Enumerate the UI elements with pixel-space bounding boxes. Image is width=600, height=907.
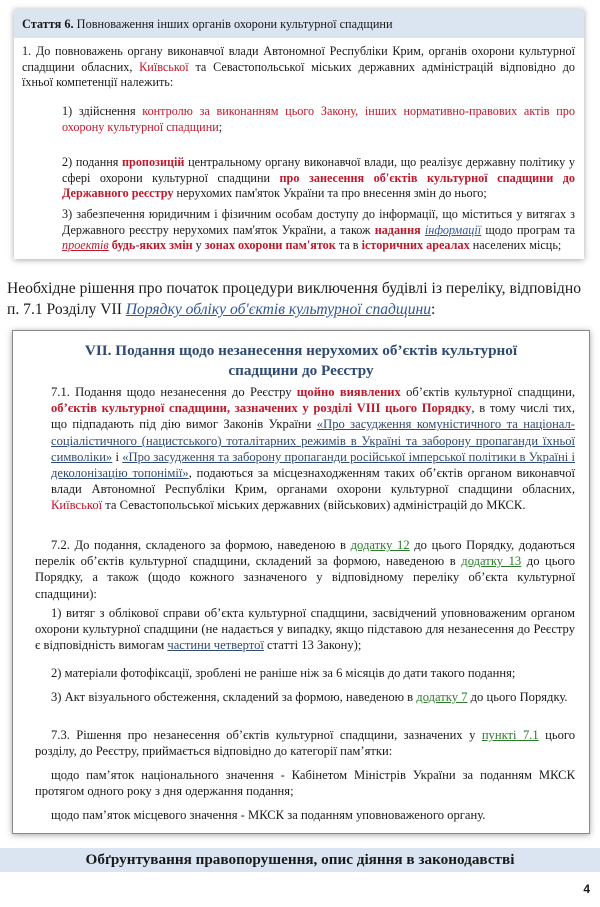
annex-7-link[interactable]: додатку 7 [416, 690, 468, 704]
page-number: 4 [583, 882, 590, 896]
section-vii-excerpt [12, 330, 590, 834]
article-header-bar [14, 9, 584, 38]
law-link-communist[interactable]: «Про засудження комуністичного та націонал-соціалістичного (нацистського) тоталітарних режимів в Україні та заборону пропаганди їхньої символіки» [51, 417, 575, 464]
link-information[interactable]: інформації [424, 222, 482, 237]
paragraph-7-1: 7.1. Подання щодо незанесення до Реєстру щойно виявлених об’єктів культурної спадщини, об’єктів культурної спадщини, зазначених у розділі VIII цього Порядку, в тому числі тих, що підпадають під дію вимог Законів України «Про засудження комуністичного та націонал-соціалістичного (нацистського) тоталітарних режимів в Україні та заборону пропаганди їхньої символіки» і «Про засудження та заборону пропаганди російської імперської політики в Україні і деколонізацію топонімії», подаються за місцезнаходженням таких об’єктів органом виконавчої влади Автономної Республіки Крим, органами охорони культурної спадщини обласних, Київської та Севастопольської міських державних (військових) адміністрацій до МКСК. [51, 385, 576, 513]
paragraph-7-2-item-3: 3) Акт візуального обстеження, складений за формою, наведеною в додатку 7 до цього Порядку. [51, 690, 568, 704]
paragraph-7-2: 7.2. До подання, складеного за формою, наведеною в додатку 12 до цього Порядку, додаються перелік об’єктів культурної спадщини, складений за формою, наведеною в додатку 13 до цього Порядку, а також (щодо кожного зазначеного у відповідному переліку об’єкта культурної спадщини): [35, 538, 575, 601]
annex-12-link[interactable]: додатку 12 [350, 538, 410, 552]
article-6-excerpt [14, 9, 584, 259]
section-heading-bar [0, 848, 600, 872]
article-item-1: 1) здійснення контролю за виконанням цього Закону, інших нормативно-правових актів про охорону культурної спадщини; [62, 104, 575, 134]
paragraph-7-3-local: щодо пам’яток місцевого значення - МКСК за поданням уповноваженого органу. [51, 808, 486, 822]
paragraph-7-3-national: щодо пам’яток національного значення - Кабінетом Міністрів України за поданням МКСК протягом одного року з дня одержання подання; [35, 768, 575, 799]
paragraph-7-2-item-1: 1) витяг з облікової справи об’єкта культурної спадщини, засвідчений уповноваженим органом охорони культурної спадщини (не надається у випадку, якщо підставою для незанесення до Реєстру є відповідність вимогам частини четвертої статті 13 Закону); [35, 606, 575, 653]
paragraph-7-3: 7.3. Рішення про незанесення об’єктів культурної спадщини, зазначених у пункті 7.1 цього розділу, до Реєстру, приймається відповідно до категорії пам’ятки: [35, 728, 576, 759]
article-item-3: 3) забезпечення юридичним і фізичним особам доступу до інформації, що міститься у витягах з Державного реєстру нерухомих пам'яток України, а також надання інформації щодо програм та проектів будь-яких змін у зонах охорони пам'яток та в історичних ареалах населених місць; [62, 207, 575, 252]
required-decision-paragraph: Необхідне рішення про початок процедури виключення будівлі із переліку, відповідно п. 7.1 Розділу VII Порядку обліку об'єктів культурної спадщини: [7, 280, 581, 318]
paragraph-7-2-item-2: 2) матеріали фотофіксації, зроблені не раніше ніж за 6 місяців до дати такого подання; [51, 666, 516, 680]
procedure-link[interactable]: Порядку обліку об'єктів культурної спадщини [125, 301, 432, 318]
point-7-1-link[interactable]: пункті 7.1 [481, 728, 539, 742]
link-projects[interactable]: проектів [62, 238, 109, 252]
article-item-2: 2) подання пропозицій центральному органу виконавчої влади, що реалізує державну політику у сфері охорони культурної спадщини про занесення об'єктів культурної спадщини до Державного реєстру нерухомих пам'яток України та про внесення змін до нього; [62, 155, 576, 200]
article-intro: 1. До повноважень органу виконавчої влади Автономної Республіки Крим, органів охорони культурної спадщини обласних, Київської та Севастопольської міських державних адміністрацій відповідно до їхньої компетенції належить: [22, 44, 575, 89]
law-link-decolonization[interactable]: «Про засудження та заборону пропаганди російської імперської політики в Україні і деколонізацію топонімії» [51, 449, 576, 481]
section-title: VII. Подання щодо незанесення нерухомих об’єктів культурної спадщини до Реєстру [84, 342, 518, 379]
annex-13-link[interactable]: додатку 13 [461, 554, 522, 569]
section-heading: Обґрунтування правопорушення, опис діяння в законодавстві [85, 851, 515, 868]
part-four-link[interactable]: частини четвертої [167, 638, 264, 653]
article-title: Стаття 6. Повноваження інших органів охорони культурної спадщини [22, 17, 393, 31]
